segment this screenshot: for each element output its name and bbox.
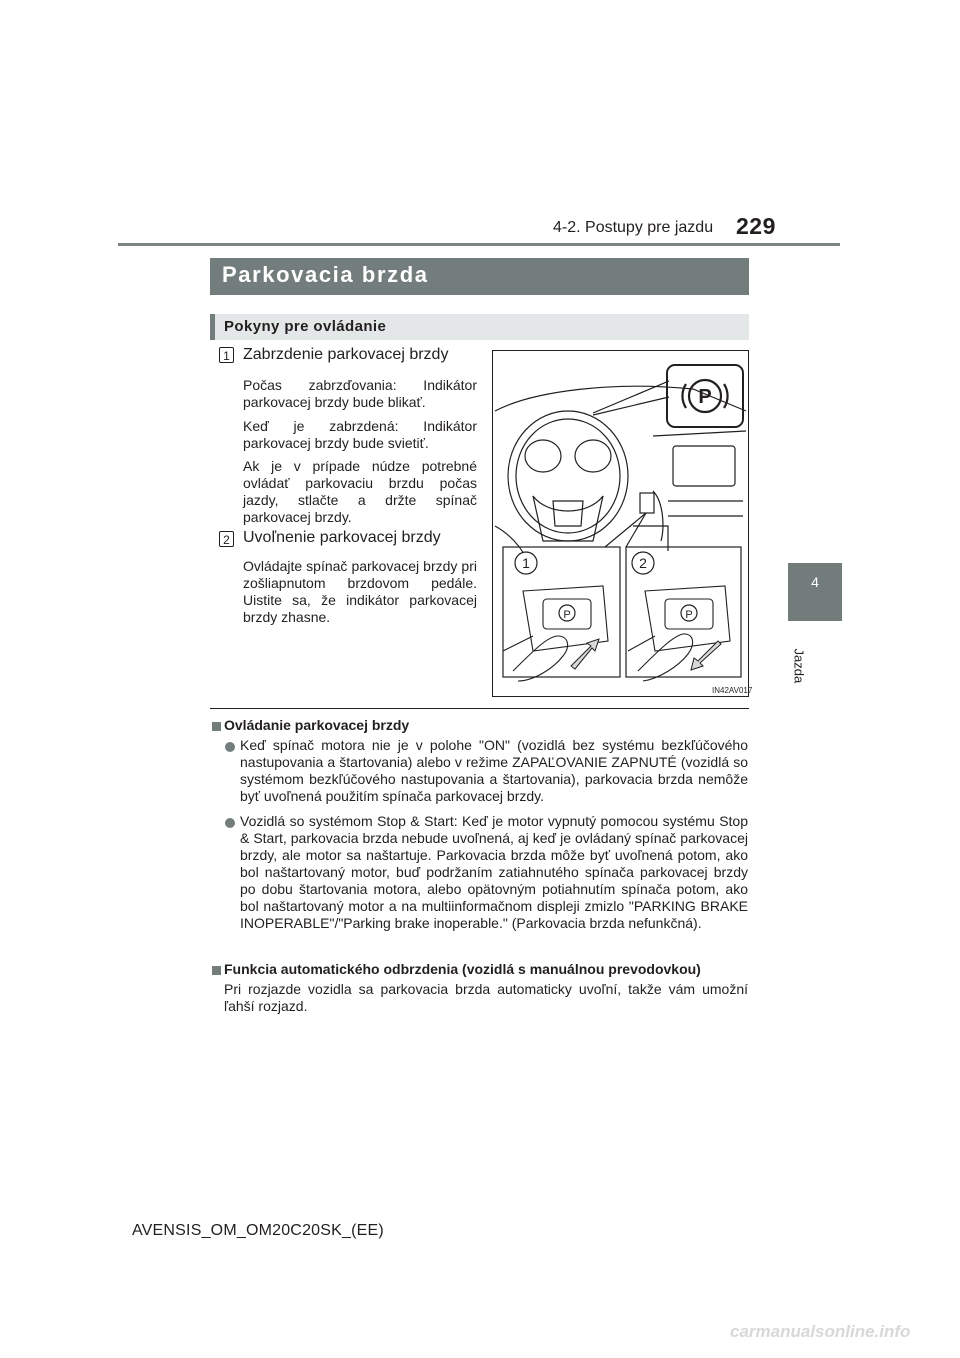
- item-1-paragraph-2: Keď je zabrzdená: Indikátor parkovacej brzdy bude svietiť.: [243, 418, 477, 451]
- chapter-name: [774, 648, 814, 708]
- subtitle: Pokyny pre ovládanie: [224, 318, 387, 335]
- circle-bullet-icon: [225, 818, 235, 828]
- circle-bullet-icon: [225, 742, 235, 752]
- body-rule: [210, 708, 749, 709]
- chapter-tab: [788, 563, 842, 621]
- item-2-heading: Uvoľnenie parkovacej brzdy: [243, 529, 441, 546]
- page-title: Parkovacia brzda: [222, 262, 429, 287]
- section-label: 4-2. Postupy pre jazdu: [553, 219, 714, 236]
- item-1-paragraph-3: Ak je v prípade núdze potrebné ovládať parkovaciu brzdu počas jazdy, stlačte a držte spínač parkovacej brzdy.: [243, 458, 477, 525]
- item-1-number-badge: 1: [219, 347, 234, 363]
- page-number: 229: [736, 213, 776, 239]
- callout-1: 1: [522, 555, 530, 571]
- watermark: carmanualsonline.info: [730, 1322, 911, 1341]
- callout-2: 2: [639, 555, 647, 571]
- note-1-bullet-2: Vozidlá so systémom Stop & Start: Keď je motor vypnutý pomocou systému Stop & Start, parkovacia brzda nebude uvoľnená, aj keď je ovládaný spínač parkovacej brzdy, ale motor sa naštartuje. Parkovacia brzda môže byť uvoľnená potom, ako bol naštartovaný motor, buď podržaním zatiahnutého spínača parkovacej brzdy po dobu štartovania motora, alebo opätovným potiahnutím spínača potom, ako bol naštartovaný motor a na multiinformačnom displeji zmizlo "PARKING BRAKE INOPERABLE"/"Parking brake inoperable." (Parkovacia brzda nefunkčná).: [240, 813, 748, 931]
- note-1-heading: Ovládanie parkovacej brzdy: [224, 717, 410, 733]
- square-bullet-icon: [212, 722, 221, 731]
- parking-brake-illustration: [493, 351, 748, 696]
- header-rule: [118, 243, 840, 246]
- chapter-number: 4: [811, 574, 819, 590]
- parking-brake-figure: [492, 350, 749, 697]
- item-1-heading: Zabrzdenie parkovacej brzdy: [243, 346, 449, 363]
- figure-code: IN42AV017: [712, 686, 753, 695]
- note-2-text: Pri rozjazde vozidla sa parkovacia brzda automaticky uvoľní, takže vám umožní ľahší rozjazd.: [224, 981, 748, 1014]
- footer-doc-code: AVENSIS_OM_OM20C20SK_(EE): [132, 1222, 384, 1239]
- note-1-bullet-1: Keď spínač motora nie je v polohe "ON" (vozidlá bez systému bezkľúčového nastupovania a štartovania) alebo v režime ZAPAĽOVANIE ZAPNUTÉ (vozidlá so systémom bezkľúčového nastupovania a štartovania), parkovacia brzda nemôže byť uvoľnená použitím spínača parkovacej brzdy.: [240, 737, 748, 804]
- svg-text:P: P: [563, 609, 571, 621]
- chapter-name-label: Jazda: [791, 648, 807, 684]
- indicator-symbol: P: [698, 386, 712, 408]
- item-2-paragraph-1: Ovládajte spínač parkovacej brzdy pri zošliapnutom brzdovom pedále. Uistite sa, že indikátor parkovacej brzdy zhasne.: [243, 558, 477, 625]
- item-1-paragraph-1: Počas zabrzďovania: Indikátor parkovacej brzdy bude blikať.: [243, 377, 477, 410]
- subtitle-accent: [210, 314, 215, 340]
- square-bullet-icon: [212, 966, 221, 975]
- svg-text:P: P: [685, 609, 693, 621]
- item-2-number-badge: 2: [219, 531, 234, 547]
- note-2-heading: Funkcia automatického odbrzdenia (vozidlá s manuálnou prevodovkou): [224, 961, 701, 977]
